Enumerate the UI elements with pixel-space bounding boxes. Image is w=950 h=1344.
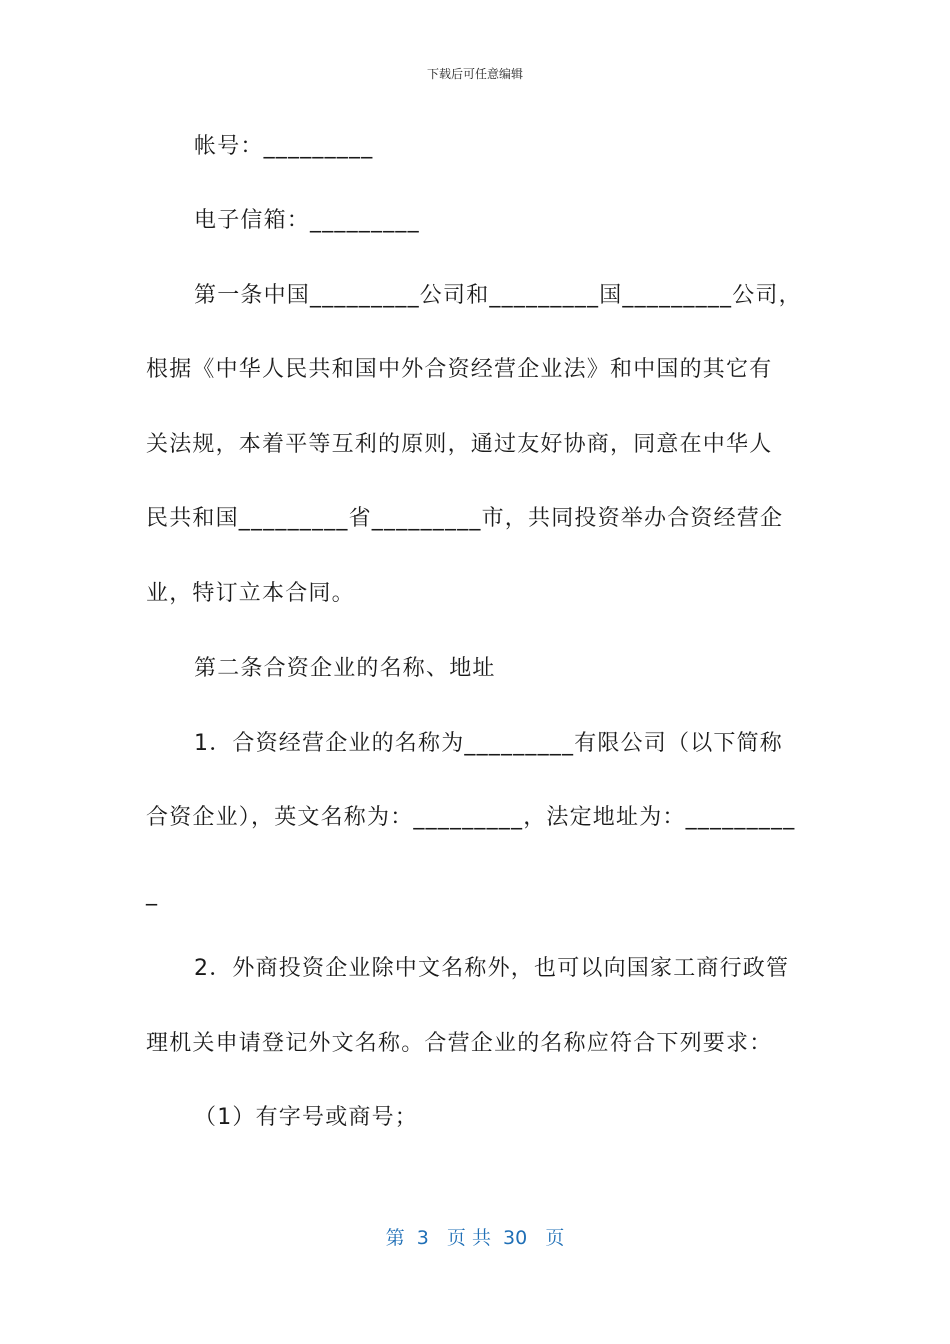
clause-1-line-1: 1．合资经营企业的名称为_________有限公司（以下简称: [194, 731, 783, 756]
article-1-line-4: 民共和国_________省_________市，共同投资举办合资经营企: [146, 506, 784, 531]
page-footer: 第 3 页 共 30 页: [385, 1227, 565, 1249]
requirement-1-line: （1）有字号或商号；: [194, 1105, 418, 1130]
account-line: 帐号：_________: [194, 134, 374, 159]
article-1-line-2: 根据《中华人民共和国中外合资经营企业法》和中国的其它有: [146, 357, 773, 382]
article-1-line-1: 第一条中国_________公司和_________国_________公司，: [194, 283, 802, 308]
article-1-line-3: 关法规，本着平等互利的原则，通过友好协商，同意在中华人: [146, 432, 773, 457]
article-2-heading: 第二条合资企业的名称、地址: [194, 656, 496, 681]
clause-1-line-3: _: [146, 881, 159, 906]
email-line: 电子信箱：_________: [194, 208, 420, 233]
page-header: 下载后可任意编辑: [426, 67, 523, 81]
clause-2-line-1: 2．外商投资企业除中文名称外，也可以向国家工商行政管: [194, 956, 790, 981]
clause-1-line-2: 合资企业），英文名称为：_________，法定地址为：_________: [146, 805, 796, 830]
clause-2-line-2: 理机关申请登记外文名称。合营企业的名称应符合下列要求：: [146, 1031, 773, 1056]
article-1-line-5: 业，特订立本合同。: [146, 581, 355, 606]
